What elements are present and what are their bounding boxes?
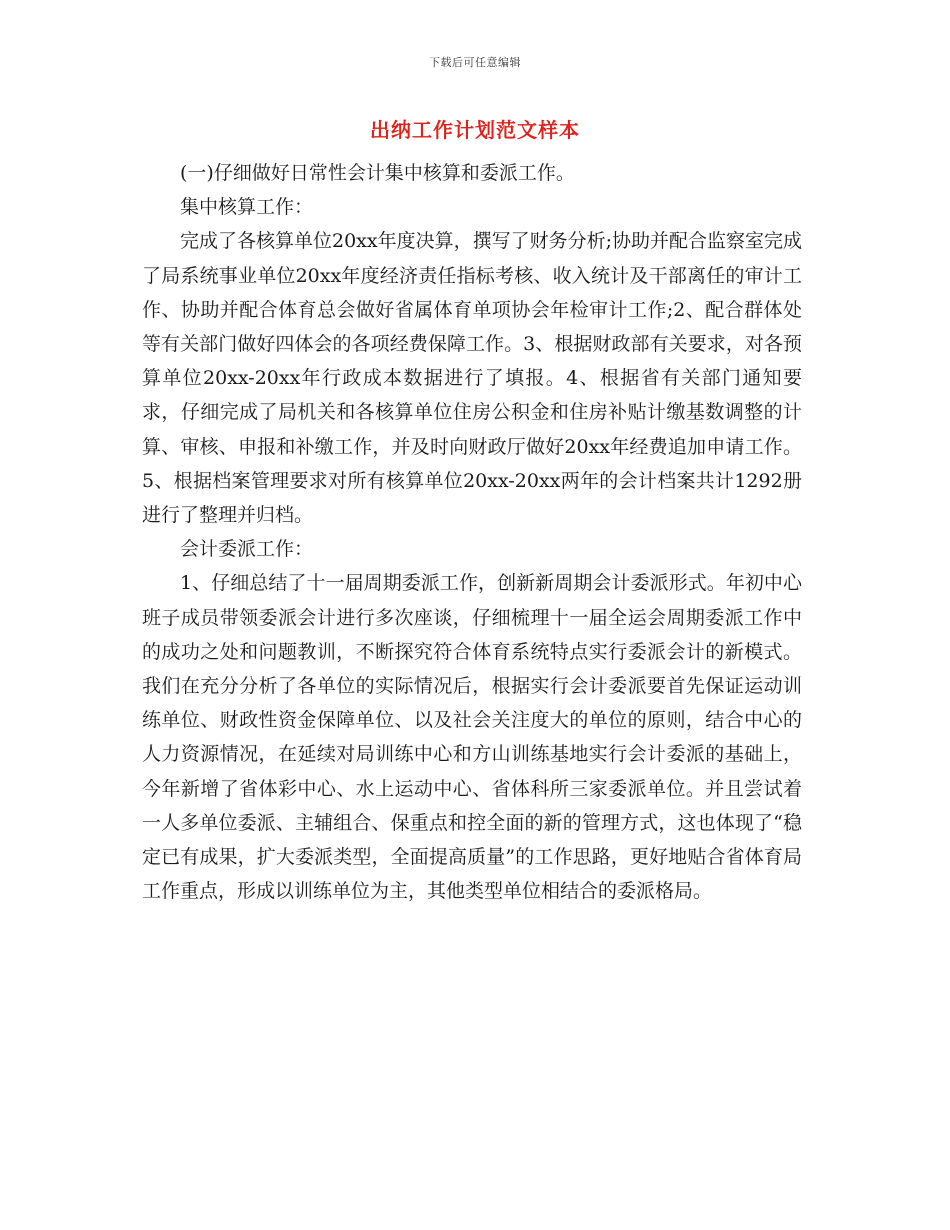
paragraph-accounting-assignment-body: 1、仔细总结了十一届周期委派工作，创新新周期会计委派形式。年初中心班子成员带领委派会计进行多次座谈，仔细梳理十一届全运会周期委派工作中的成功之处和问题教训，不断探究符合体育系统特点实行委派会计的新模式。我们在充分分析了各单位的实际情况后，根据实行会计委派要首先保证运动训练单位、财政性资金保障单位、以及社会关注度大的单位的原则，结合中心的人力资源情况，在延续对局训练中心和方山训练基地实行会计委派的基础上，今年新增了省体彩中心、水上运动中心、省体科所三家委派单位。并且尝试着一人多单位委派、主辅组合、保重点和控全面的新的管理方式，这也体现了“稳定已有成果，扩大委派类型，全面提高质量”的工作思路，更好地贴合省体育局工作重点，形成以训练单位为主，其他类型单位相结合的委派格局。 xyxy=(142,572,802,903)
paragraph-section-heading: (一)仔细做好日常性会计集中核算和委派工作。 xyxy=(180,162,575,184)
page-header-note: 下载后可任意编辑 xyxy=(429,56,521,69)
document-body xyxy=(142,156,802,908)
document-title: 出纳工作计划范文样本 xyxy=(370,118,580,142)
paragraph-centralized-accounting-body: 完成了各核算单位20xx年度决算，撰写了财务分析;协助并配合监察室完成了局系统事业单位20xx年度经济责任指标考核、收入统计及干部离任的审计工作、协助并配合体育总会做好省属体育单项协会年检审计工作;2、配合群体处等有关部门做好四体会的各项经费保障工作。3、根据财政部有关要求，对各预算单位20xx-20xx年行政成本数据进行了填报。4、根据省有关部门通知要求，仔细完成了局机关和各核算单位住房公积金和住房补贴计缴基数调整的计算、审核、申报和补缴工作，并及时向财政厅做好20xx年经费追加申请工作。5、根据档案管理要求对所有核算单位20xx-20xx两年的会计档案共计1292册进行了整理并归档。 xyxy=(142,230,803,527)
paragraph-subheading-accounting-assignment: 会计委派工作： xyxy=(180,538,314,561)
paragraph-subheading-centralized-accounting: 集中核算工作： xyxy=(180,196,314,219)
